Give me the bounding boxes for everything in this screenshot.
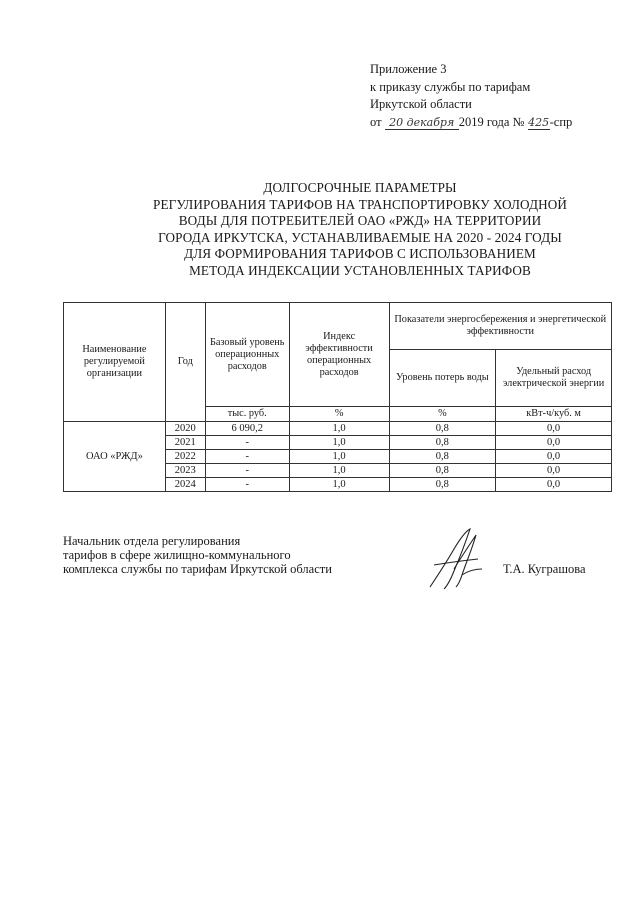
number-suffix: -спр [549, 114, 573, 129]
unit-electricity: кВт-ч/куб. м [496, 407, 612, 422]
appendix-date-line [370, 114, 572, 132]
header-org: Наименование регулируемой организации [64, 303, 166, 422]
date-year: 2019 года № [458, 114, 525, 129]
appendix-header [370, 61, 572, 131]
base-cell: 6 090,2 [205, 422, 289, 436]
title-line: ВОДЫ ДЛЯ ПОТРЕБИТЕЛЕЙ ОАО «РЖД» НА ТЕРРИТОРИИ [178, 213, 542, 229]
base-cell: - [205, 450, 289, 464]
title-line: ДОЛГОСРОЧНЫЕ ПАРАМЕТРЫ [263, 180, 457, 195]
signatory-position [63, 534, 332, 576]
header-index: Индекс эффективности операционных расходов [289, 303, 389, 407]
handwritten-number: 425 [528, 115, 550, 129]
handwritten-signature [420, 525, 490, 595]
signatory-line-3: комплекса службы по тарифам Иркутской области [63, 562, 332, 576]
index-cell: 1,0 [289, 422, 389, 436]
title-line: МЕТОДА ИНДЕКСАЦИИ УСТАНОВЛЕННЫХ ТАРИФОВ [189, 262, 531, 278]
base-cell: - [205, 478, 289, 492]
appendix-line-3: Иркутской области [370, 97, 472, 111]
year-cell: 2020 [165, 422, 205, 436]
loss-cell: 0,8 [389, 450, 496, 464]
org-name-cell: ОАО «РЖД» [64, 422, 166, 492]
header-year: Год [165, 303, 205, 422]
year-cell: 2021 [165, 436, 205, 450]
loss-cell: 0,8 [389, 478, 496, 492]
date-prefix: от [370, 114, 382, 129]
appendix-line-1: Приложение 3 [370, 62, 447, 76]
header-base: Базовый уровень операционных расходов [205, 303, 289, 407]
title-line: ДЛЯ ФОРМИРОВАНИЯ ТАРИФОВ С ИСПОЛЬЗОВАНИЕМ [184, 246, 536, 262]
year-cell: 2022 [165, 450, 205, 464]
signatory-line-1: Начальник отдела регулирования [63, 534, 241, 548]
index-cell: 1,0 [289, 464, 389, 478]
loss-cell: 0,8 [389, 464, 496, 478]
loss-cell: 0,8 [389, 422, 496, 436]
base-cell: - [205, 464, 289, 478]
year-cell: 2024 [165, 478, 205, 492]
index-cell: 1,0 [289, 478, 389, 492]
electricity-cell: 0,0 [496, 450, 612, 464]
title-line: ГОРОДА ИРКУТСКА, УСТАНАВЛИВАЕМЫЕ НА 2020 - 2024 ГОДЫ [158, 229, 562, 245]
electricity-cell: 0,0 [496, 422, 612, 436]
unit-index: % [289, 407, 389, 422]
header-electricity: Удельный расход электрической энергии [496, 350, 612, 407]
unit-base: тыс. руб. [205, 407, 289, 422]
index-cell: 1,0 [289, 450, 389, 464]
header-loss: Уровень потерь воды [389, 350, 496, 407]
electricity-cell: 0,0 [496, 464, 612, 478]
base-cell: - [205, 436, 289, 450]
loss-cell: 0,8 [389, 436, 496, 450]
signatory-name: Т.А. Куграшова [503, 562, 586, 576]
year-cell: 2023 [165, 464, 205, 478]
document-title [100, 180, 620, 280]
appendix-line-2: к приказу службы по тарифам [370, 79, 531, 94]
parameters-table [63, 302, 612, 492]
signatory-line-2: тарифов в сфере жилищно-коммунального [63, 548, 291, 562]
electricity-cell: 0,0 [496, 478, 612, 492]
title-line: РЕГУЛИРОВАНИЯ ТАРИФОВ НА ТРАНСПОРТИРОВКУ ХОЛОДНОЙ [153, 196, 567, 212]
electricity-cell: 0,0 [496, 436, 612, 450]
index-cell: 1,0 [289, 436, 389, 450]
header-energy-group: Показатели энергосбережения и энергетической эффективности [389, 303, 611, 350]
table-row [64, 422, 612, 436]
handwritten-date: 20 декабря [385, 116, 459, 130]
unit-loss: % [389, 407, 496, 422]
